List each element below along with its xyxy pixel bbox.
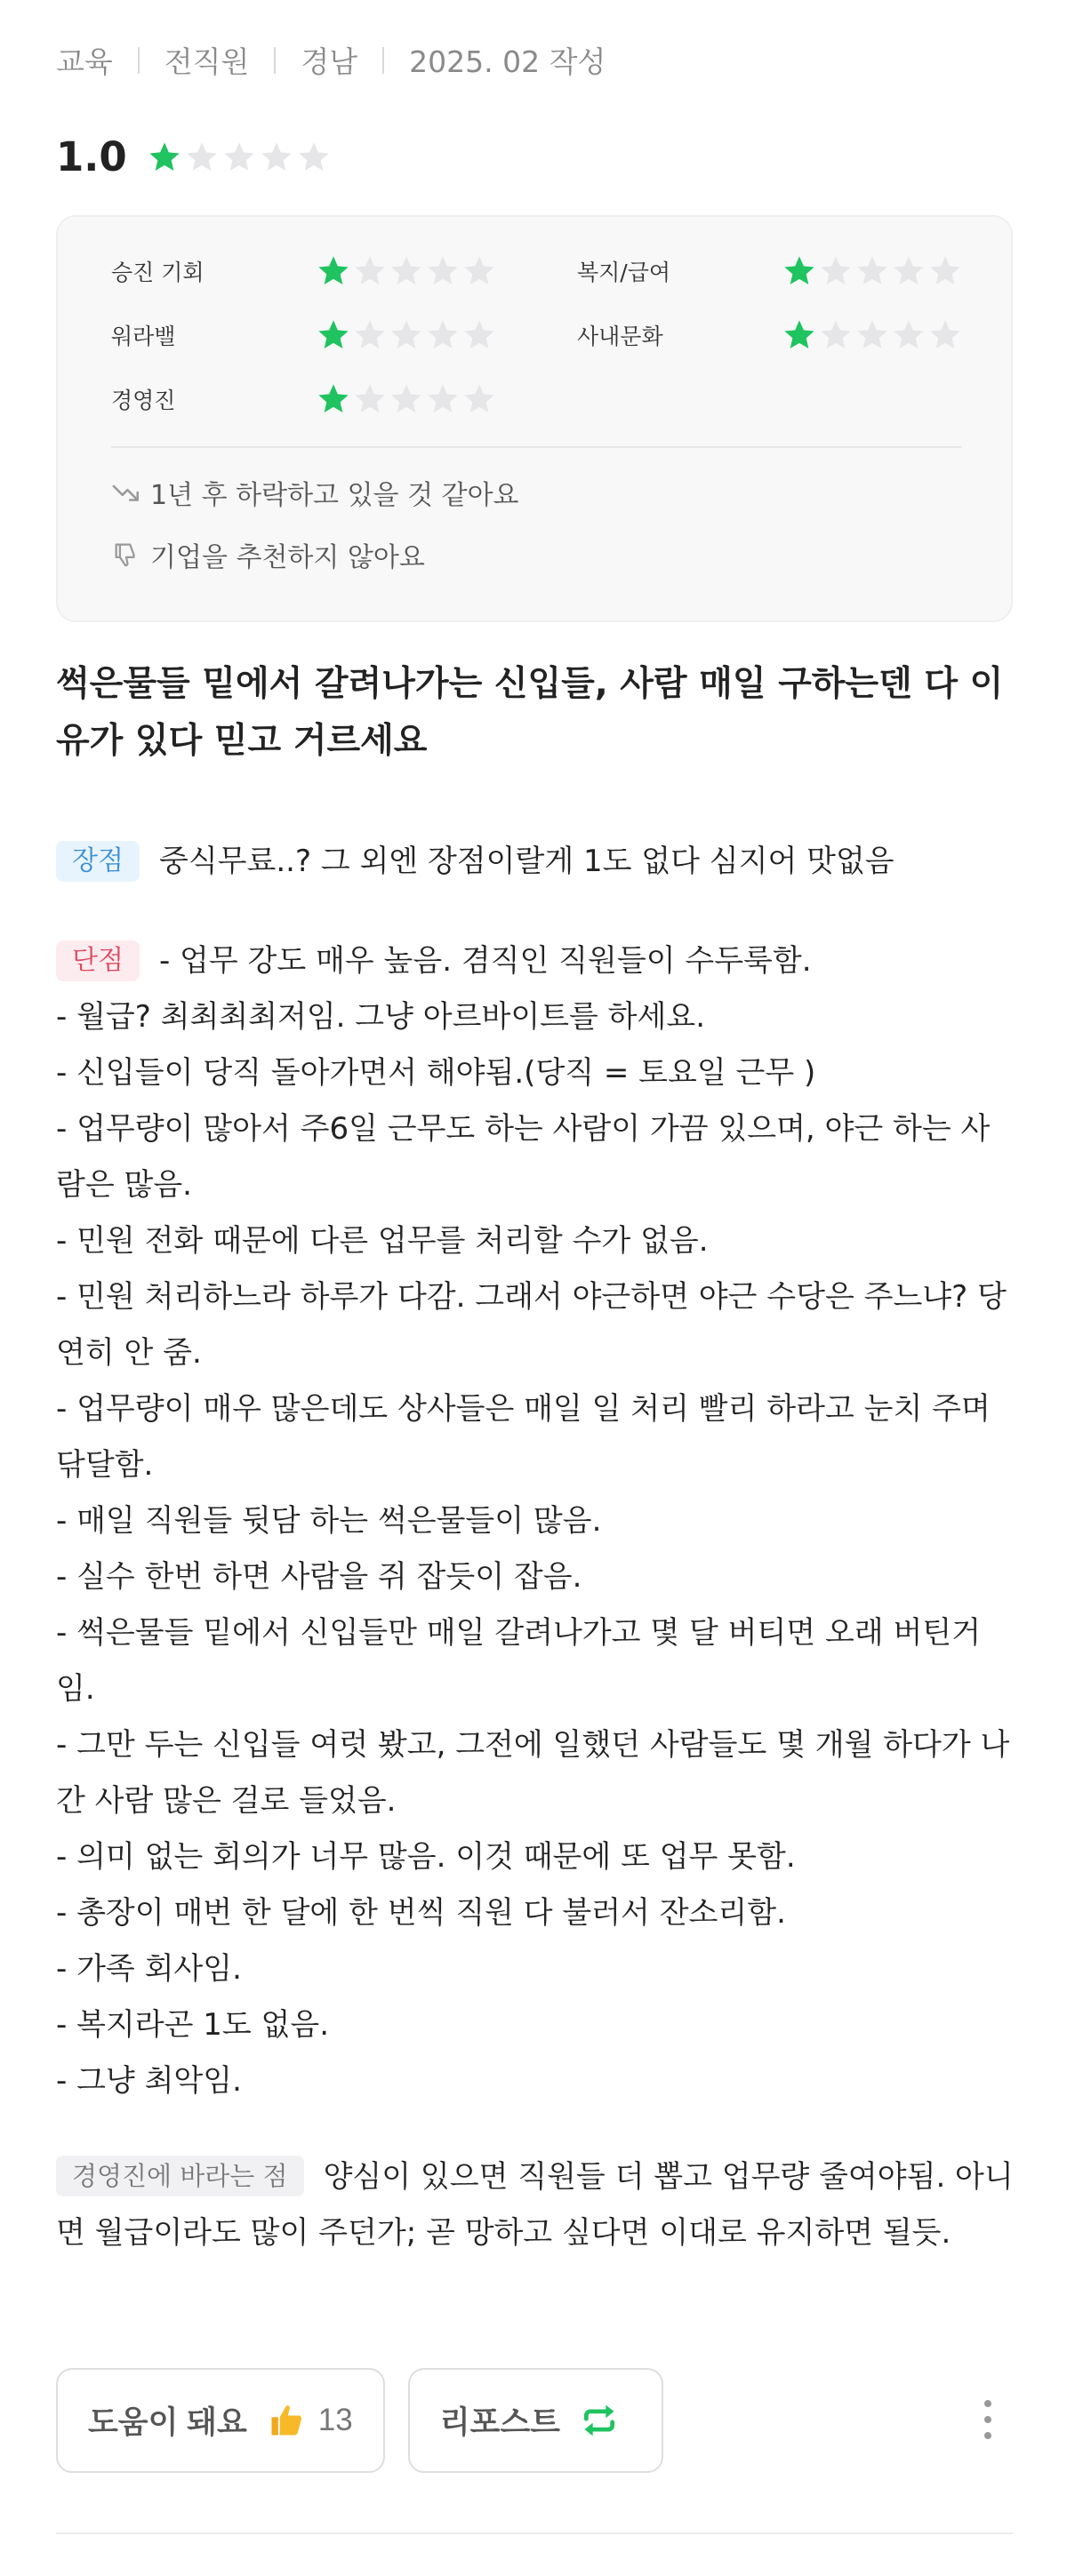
rating-stars: [316, 317, 498, 353]
rating-item: [111, 249, 498, 293]
star-empty-icon: [389, 253, 424, 289]
cons-line: - 업무량이 많아서 주6일 근무도 하는 사람이 가끔 있으며, 야근 하는 사람은 많음.: [56, 1111, 991, 1203]
star-filled-icon: [316, 253, 351, 289]
star-empty-icon: [184, 140, 220, 175]
pros-section: [56, 834, 1016, 890]
cons-line: - 신입들이 당직 돌아가면서 해야됨.(당직 = 토요일 근무 ): [56, 1055, 816, 1091]
meta-separator: [274, 47, 276, 74]
pros-tag: 장점: [56, 841, 140, 882]
star-filled-icon: [782, 253, 817, 289]
outlook-recommend-text: 기업을 추천하지 않아요: [150, 542, 425, 573]
star-empty-icon: [296, 140, 332, 175]
star-empty-icon: [461, 381, 497, 417]
trend-down-icon: [111, 477, 141, 508]
star-empty-icon: [891, 253, 927, 289]
helpful-label: 도움이 돼요: [88, 2405, 247, 2440]
outlook-trend: [111, 473, 519, 512]
repost-button[interactable]: [408, 2368, 663, 2473]
cons-line: - 실수 한번 하면 사람을 쥐 잡듯이 잡음.: [56, 1559, 582, 1595]
management-message-tag: 경영진에 바라는 점: [56, 2156, 304, 2196]
rating-label: 승진 기회: [111, 260, 205, 285]
meta-category: 교육: [56, 44, 113, 79]
review-headline: 썩은물들 밑에서 갈려나가는 신입들, 사람 매일 구하는덴 다 이유가 있다 믿고 거르세요: [56, 664, 1004, 761]
rating-stars: [316, 253, 498, 289]
star-empty-icon: [425, 381, 461, 417]
cons-line: - 업무량이 매우 많은데도 상사들은 매일 일 처리 빨리 하라고 눈치 주며 닦달함.: [56, 1391, 991, 1483]
rating-label: 워라밸: [111, 324, 176, 349]
cons-line: - 매일 직원들 뒷담 하는 썩은물들이 많음.: [56, 1503, 602, 1539]
rating-item: [577, 313, 964, 357]
overall-stars: [147, 140, 333, 175]
review-meta: [56, 39, 606, 81]
cons-line: - 복지라곤 1도 없음.: [56, 2007, 330, 2043]
rating-stars: [782, 317, 964, 353]
star-empty-icon: [259, 140, 294, 175]
cons-first-line: [56, 933, 1016, 989]
rating-label: 복지/급여: [577, 260, 671, 285]
cons-line: - 월급? 최최최최저임. 그냥 아르바이트를 하세요.: [56, 999, 706, 1035]
cons-line: - 그만 두는 신입들 여럿 봤고, 그전에 일했던 사람들도 몇 개월 하다가 나간 사람 많은 걸로 들었음.: [56, 1727, 1010, 1819]
cons-line: - 민원 처리하느라 하루가 다감. 그래서 야근하면 야근 수당은 주느냐? 당연히 안 줌.: [56, 1279, 1007, 1371]
cons-line: - 총장이 매번 한 달에 한 번씩 직원 다 불러서 잔소리함.: [56, 1895, 786, 1931]
meta-status: 전직원: [164, 44, 250, 79]
star-empty-icon: [389, 381, 424, 417]
management-message-section: [56, 2149, 1016, 2261]
rating-breakdown: [56, 215, 1013, 622]
management-message-text: 양심이 있으면 직원들 더 뽑고 업무량 줄여야됨. 아니면 월급이라도 많이 주던가; 곧 망하고 싶다면 이대로 유지하면 될듯.: [56, 2159, 1014, 2251]
outlook-trend-text: 1년 후 하락하고 있을 것 같아요: [150, 480, 519, 511]
rating-divider: [111, 446, 961, 448]
meta-date: 2025. 02 작성: [409, 44, 606, 79]
cons-line: - 의미 없는 회의가 너무 많음. 이것 때문에 또 업무 못함.: [56, 1839, 796, 1875]
cons-tag: 단점: [56, 940, 140, 981]
rating-stars: [316, 381, 498, 417]
overall-score: 1.0: [56, 133, 127, 180]
star-empty-icon: [352, 253, 388, 289]
pros-text: 중식무료..? 그 외엔 장점이랄게 1도 없다 심지어 맛없음: [158, 844, 895, 879]
star-filled-icon: [316, 381, 351, 417]
cons-line: - 가족 회사임.: [56, 1951, 242, 1987]
outlook-recommend: [111, 535, 425, 574]
rating-item: [577, 249, 964, 293]
meta-region: 경남: [301, 44, 358, 79]
meta-separator: [382, 47, 384, 74]
more-dot: [984, 2416, 991, 2423]
rating-stars: [782, 253, 964, 289]
cons-first-text: - 업무 강도 매우 높음. 겸직인 직원들이 수두룩함.: [158, 943, 812, 979]
more-dot: [984, 2400, 991, 2407]
star-empty-icon: [818, 317, 854, 353]
star-empty-icon: [461, 253, 497, 289]
star-empty-icon: [854, 253, 890, 289]
helpful-count: 13: [317, 2403, 353, 2437]
cons-line: - 민원 전화 때문에 다른 업무를 처리할 수가 없음.: [56, 1223, 709, 1259]
star-empty-icon: [818, 253, 854, 289]
rating-label: 사내문화: [577, 324, 663, 349]
review-actions: [56, 2368, 686, 2473]
star-empty-icon: [389, 317, 424, 353]
star-empty-icon: [352, 317, 388, 353]
star-empty-icon: [927, 317, 963, 353]
meta-separator: [138, 47, 140, 74]
overall-rating: [56, 133, 333, 180]
star-empty-icon: [425, 317, 461, 353]
star-empty-icon: [221, 140, 257, 175]
star-empty-icon: [927, 253, 963, 289]
thumbs-up-icon: [267, 2401, 306, 2440]
star-empty-icon: [352, 381, 388, 417]
rating-item: [111, 377, 498, 421]
bottom-divider: [56, 2532, 1013, 2534]
thumbs-down-icon: [111, 540, 141, 570]
rating-label: 경영진: [111, 388, 176, 413]
more-dot: [984, 2432, 991, 2439]
cons-list: [56, 989, 1016, 2109]
star-empty-icon: [425, 253, 461, 289]
star-filled-icon: [316, 317, 351, 353]
more-options-icon[interactable]: [975, 2395, 1001, 2444]
repost-label: 리포스트: [439, 2405, 560, 2440]
star-filled-icon: [147, 140, 182, 175]
cons-line: - 그냥 최악임.: [56, 2063, 242, 2099]
star-empty-icon: [461, 317, 497, 353]
star-empty-icon: [854, 317, 890, 353]
rating-item: [111, 313, 498, 357]
cons-line: - 썩은물들 밑에서 신입들만 매일 갈려나가고 몇 달 버티면 오래 버틴거임.: [56, 1615, 981, 1707]
star-filled-icon: [782, 317, 817, 353]
helpful-button[interactable]: [56, 2368, 385, 2473]
cons-section: [56, 933, 1016, 2109]
star-empty-icon: [891, 317, 927, 353]
repost-icon: [580, 2401, 619, 2440]
